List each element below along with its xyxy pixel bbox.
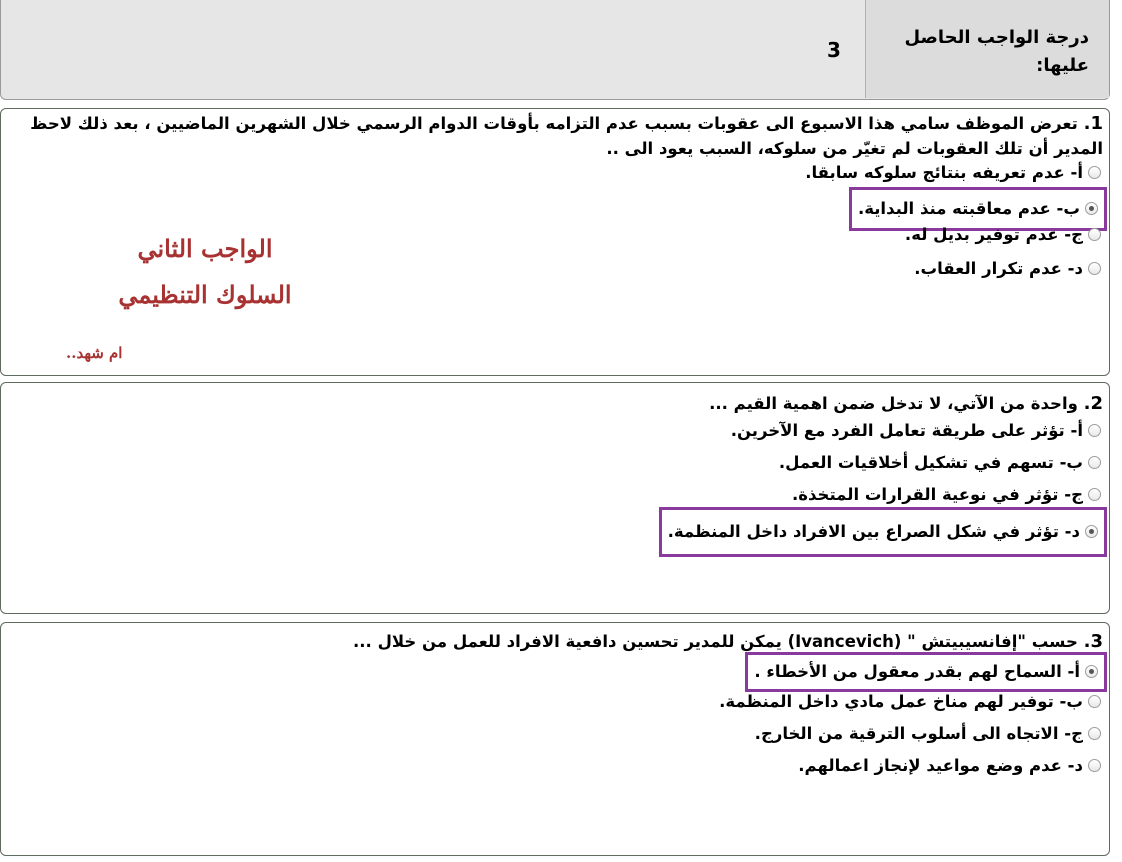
radio-icon[interactable] [1088,424,1101,437]
grade-value: 3 [827,38,841,62]
radio-icon[interactable] [1088,262,1101,275]
question-3-option-c[interactable] [749,722,1107,754]
radio-icon[interactable] [1088,759,1101,772]
question-3-option-b[interactable] [713,690,1107,722]
question-1-option-d[interactable] [908,255,1107,285]
question-3-option-d[interactable] [792,754,1107,786]
option-label: ج- تؤثر في نوعية القرارات المتخذة. [792,485,1083,504]
option-label: أ- تؤثر على طريقة تعامل الفرد مع الآخرين. [730,421,1083,440]
option-label: أ- السماح لهم بقدر معقول من الأخطاء . [754,662,1080,681]
question-1-number: 1. [1083,113,1103,134]
option-label: ج- الاتجاه الى أسلوب الترقية من الخارج. [754,724,1083,743]
radio-checked-icon[interactable] [1085,665,1098,678]
watermark-title [60,226,350,318]
question-3-panel [0,622,1110,856]
option-label: د- عدم تكرار العقاب. [914,259,1083,278]
option-label: أ- عدم تعريفه بنتائج سلوكه سابقا. [805,163,1083,182]
question-3-prompt: حسب "إفانسيبيتش " (Ivancevich) يمكن للمدير تحسين دافعية الافراد للعمل من خلال ... [353,632,1078,651]
question-1-option-c[interactable] [899,223,1107,253]
question-1-text [5,111,1107,161]
question-1-option-a[interactable] [799,161,1107,189]
watermark-signature: ام شهد.. [66,344,123,362]
option-label: ب- عدم معاقبته منذ البداية. [857,199,1080,218]
question-3-text [5,629,1107,654]
question-2-text [5,391,1107,416]
question-3-option-a[interactable] [745,652,1107,692]
question-2-option-a[interactable] [725,419,1107,451]
question-2-number: 2. [1083,393,1103,414]
radio-icon[interactable] [1088,228,1101,241]
question-3-number: 3. [1083,631,1103,652]
option-label: ب- توفير لهم مناخ عمل مادي داخل المنظمة. [719,692,1083,711]
watermark-line-2: السلوك التنظيمي [118,280,292,309]
question-2-content [5,391,1107,539]
radio-icon[interactable] [1088,488,1101,501]
radio-icon[interactable] [1088,727,1101,740]
question-2-option-d[interactable] [659,507,1107,557]
question-1-prompt: تعرض الموظف سامي هذا الاسبوع الى عقوبات بسبب عدم التزامه بأوقات الدوام الرسمي خلال الشهرين الماضيين ، بعد ذلك لاحظ المدير أن تلك العقوبات لم تغيّر من سلوكه، السبب يعود الى .. [30,114,1103,158]
radio-checked-icon[interactable] [1085,525,1098,538]
radio-icon[interactable] [1088,166,1101,179]
option-label: د- عدم وضع مواعيد لإنجاز اعمالهم. [798,756,1083,775]
question-2-panel [0,382,1110,614]
question-2-prompt: واحدة من الآتي، لا تدخل ضمن اهمية القيم ... [709,394,1078,413]
watermark-line-1: الواجب الثاني [137,234,273,263]
option-label: ب- تسهم في تشكيل أخلاقيات العمل. [778,453,1083,472]
radio-icon[interactable] [1088,695,1101,708]
question-3-content [5,629,1107,786]
option-label: د- تؤثر في شكل الصراع بين الافراد داخل المنظمة. [667,522,1080,541]
radio-icon[interactable] [1088,456,1101,469]
option-label: ج- عدم توفير بديل له. [904,225,1083,244]
grade-label: درجة الواجب الحاصل عليها: [865,0,1109,98]
question-2-option-b[interactable] [773,451,1107,483]
radio-checked-icon[interactable] [1085,202,1098,215]
grade-panel [0,0,1110,100]
